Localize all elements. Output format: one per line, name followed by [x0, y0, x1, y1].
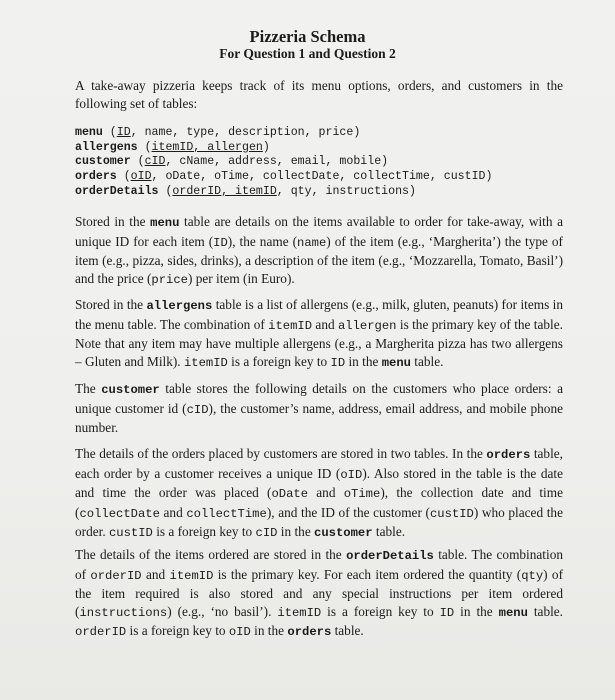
- page-subtitle: For Question 1 and Question 2: [219, 46, 396, 61]
- code-term: qty: [521, 568, 544, 583]
- order-details-paragraph: [75, 546, 563, 642]
- text-run: table. The combination of: [75, 547, 563, 582]
- schema-paren: (: [137, 140, 152, 154]
- text-run: table stores the following details on the customers who place orders: a unique customer id (: [75, 381, 563, 416]
- schema-attributes: , qty, instructions): [276, 184, 416, 198]
- text-run: in the: [454, 603, 499, 619]
- primary-key: ID: [116, 126, 131, 139]
- schema-row-menu: [75, 126, 575, 141]
- page-title: Pizzeria Schema: [249, 27, 366, 46]
- text-run: in the: [250, 623, 288, 638]
- code-term: custID: [108, 526, 153, 540]
- table-name: orderDetails: [75, 184, 159, 198]
- text-run: ), the name (: [227, 233, 298, 249]
- text-run: is a foreign key to: [152, 524, 256, 539]
- code-term: oID: [228, 625, 251, 639]
- text-run: The details of the items ordered are stored in the: [75, 547, 347, 562]
- code-term: collectDate: [79, 506, 160, 521]
- code-term: orders: [486, 448, 531, 462]
- schema-paren: (: [130, 155, 145, 169]
- code-term: price: [151, 272, 188, 287]
- code-term: menu: [498, 605, 528, 620]
- code-term: itemID: [169, 568, 214, 583]
- text-run: Stored in the: [75, 214, 151, 229]
- code-term: ID: [439, 605, 455, 620]
- schema-row-allergens: [75, 141, 575, 156]
- code-term: itemID: [277, 605, 322, 620]
- code-term: custID: [429, 506, 474, 521]
- schema-attributes: , cName, address, email, mobile): [165, 155, 389, 169]
- code-term: orderDetails: [346, 549, 434, 563]
- text-run: table.: [527, 603, 564, 619]
- code-term: orders: [287, 625, 332, 639]
- text-run: ) who placed the order.: [75, 504, 563, 539]
- primary-key: itemID, allergen: [151, 140, 263, 154]
- text-run: table is a list of allergens (e.g., milk, gluten, peanuts) for items in the menu table. The combination of: [75, 297, 563, 332]
- code-term: menu: [381, 355, 411, 370]
- text-run: is the primary key. For each item ordered the quantity (: [213, 566, 522, 582]
- code-term: itemID: [183, 355, 228, 370]
- schema-row-customer: [75, 155, 575, 170]
- code-term: cID: [255, 526, 278, 540]
- text-run: ) per item (in Euro).: [188, 270, 295, 286]
- text-run: ) of the item required is also stored and any special instructions per item ordered (: [75, 566, 564, 619]
- text-run: ), the customer’s name, address, email address, and mobile phone number.: [75, 400, 563, 435]
- allergens-paragraph: [75, 296, 563, 372]
- code-term: oTime: [343, 487, 381, 501]
- text-run: table.: [372, 524, 406, 539]
- orders-paragraph: [75, 445, 563, 543]
- code-term: itemID: [268, 318, 313, 333]
- customer-paragraph: [75, 380, 563, 437]
- text-run: ), and the ID of the customer (: [266, 504, 430, 520]
- code-term: cID: [186, 402, 209, 417]
- text-run: and: [312, 316, 338, 332]
- schema-attributes: ): [262, 140, 270, 154]
- primary-key: cID: [144, 155, 166, 169]
- primary-key: oID: [130, 170, 152, 184]
- schema-attributes: , name, type, description, price): [130, 126, 361, 139]
- schema-attributes: , oDate, oTime, collectDate, collectTime, custID): [151, 170, 493, 184]
- code-term: customer: [314, 526, 373, 540]
- text-run: is the primary key of the table. Note that any item may have multiple allergens (e.g., a Margherita pizza has two allergens – Gluten and Milk).: [75, 316, 563, 369]
- menu-paragraph: [75, 213, 563, 289]
- text-run: in the: [277, 524, 315, 539]
- text-run: and: [141, 566, 170, 582]
- code-term: instructions: [79, 605, 168, 620]
- text-run: ) (e.g., ‘no basil’).: [167, 603, 278, 619]
- text-run: in the: [345, 353, 382, 369]
- text-run: table are details on the items available to order for take-away, with a unique ID for each item (: [75, 214, 563, 249]
- text-run: is a foreign key to: [126, 623, 229, 638]
- code-term: collectTime: [186, 506, 267, 521]
- text-run: table.: [410, 353, 444, 369]
- primary-key: orderID, itemID: [172, 184, 277, 198]
- text-run: and: [159, 504, 187, 520]
- text-run: ). Also stored in the table is the date and time the order was placed (: [75, 465, 563, 500]
- code-term: ID: [330, 355, 346, 370]
- schema-paren: (: [102, 126, 117, 139]
- text-run: is a foreign key to: [227, 353, 331, 369]
- code-term: customer: [101, 383, 160, 397]
- intro-paragraph: A take-away pizzeria keeps track of its menu options, orders, and customers in the following set of tables:: [75, 78, 563, 111]
- table-name: allergens: [75, 140, 138, 154]
- schema-row-orders: [75, 170, 575, 185]
- text-run: and: [308, 485, 344, 500]
- table-name: menu: [75, 126, 103, 139]
- code-term: oID: [340, 467, 363, 482]
- table-name: orders: [75, 170, 117, 184]
- text-run: table.: [331, 623, 364, 638]
- code-term: menu: [150, 216, 180, 230]
- text-run: is a foreign key to: [321, 603, 440, 619]
- text-run: table, each order by a customer receives a unique ID (: [75, 446, 563, 481]
- schema-paren: (: [116, 170, 131, 184]
- code-term: oDate: [271, 487, 309, 501]
- code-term: orderID: [75, 625, 127, 639]
- text-run: The: [75, 381, 102, 396]
- schema-row-orderDetails: [75, 185, 575, 200]
- code-term: allergen: [337, 318, 397, 333]
- text-run: ) of the item (e.g., ‘Margherita’) the type of item (e.g., pizza, sides, drinks), a description of the item (e.g., ‘Mozzarella, Tomato, Basil’) and the price (: [75, 233, 563, 286]
- code-term: name: [297, 235, 327, 250]
- schema-listing: [75, 126, 575, 200]
- text-run: Stored in the: [75, 297, 147, 312]
- code-term: orderID: [90, 568, 142, 583]
- code-term: ID: [213, 235, 228, 250]
- table-name: customer: [75, 155, 131, 169]
- schema-paren: (: [158, 184, 173, 198]
- text-run: ), the collection date and time (: [75, 485, 563, 520]
- text-run: The details of the orders placed by customers are stored in two tables. In the: [75, 446, 487, 461]
- code-term: allergens: [146, 299, 213, 313]
